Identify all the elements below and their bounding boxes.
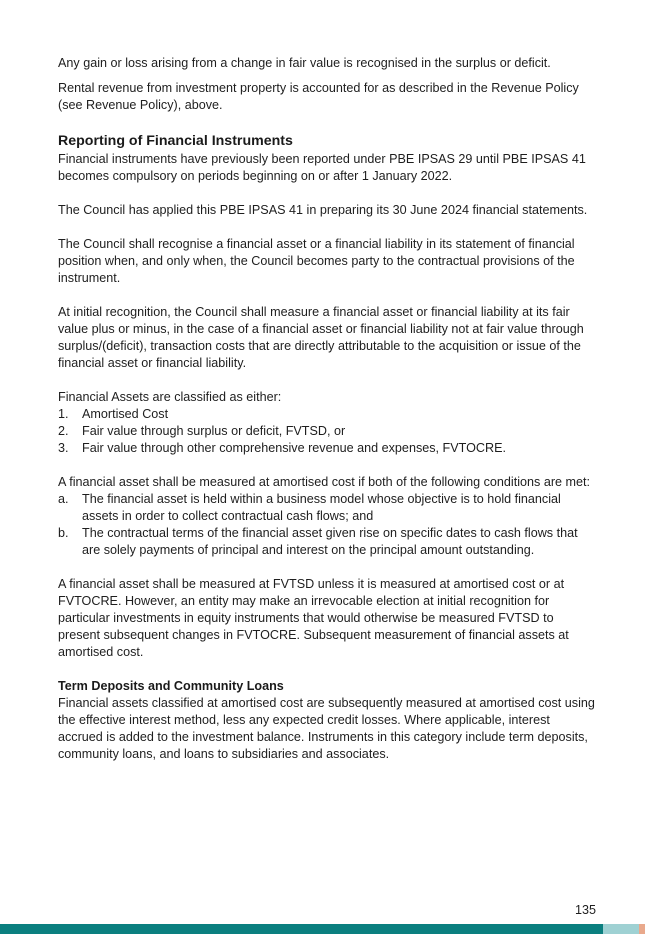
list-item-text: Fair value through surplus or deficit, FVTSD, or	[82, 424, 346, 438]
footer-bar-accent-segment	[639, 924, 645, 934]
list-item-text: Amortised Cost	[82, 407, 169, 421]
page-number: 135	[574, 903, 596, 917]
paragraph-amortised-cost-intro: A financial asset shall be measured at amortised cost if both of the following conditions are met:	[58, 475, 591, 489]
list-item-text: The financial asset is held within a business model whose objective is to hold financial assets in order to collect contractual cash flows; and	[82, 492, 561, 523]
list-item	[58, 440, 598, 457]
document-body	[58, 55, 598, 763]
section-heading-reporting-financial-instruments: Reporting of Financial Instruments	[58, 133, 293, 149]
list-marker: 2.	[58, 424, 69, 438]
section-heading-term-deposits: Term Deposits and Community Loans	[58, 679, 284, 693]
list-marker: a.	[58, 492, 69, 506]
list-item	[58, 406, 598, 423]
paragraph-council-applied: The Council has applied this PBE IPSAS 41 in preparing its 30 June 2024 financial statements.	[58, 203, 588, 217]
paragraph-rental-revenue: Rental revenue from investment property is accounted for as described in the Revenue Policy (see Revenue Policy), above.	[58, 81, 579, 112]
paragraph-classification-intro: Financial Assets are classified as either:	[58, 390, 282, 404]
list-item-text: Fair value through other comprehensive revenue and expenses, FVTOCRE.	[82, 441, 506, 455]
conditions-list	[58, 491, 598, 559]
list-item-text: The contractual terms of the financial asset given rise on specific dates to cash flows that are solely payments of principal and interest on the principal amount outstanding.	[82, 526, 578, 557]
list-item	[58, 491, 598, 525]
paragraph-recognition: The Council shall recognise a financial asset or a financial liability in its statement of financial position when, and only when, the Council becomes party to the contractual provisions of the instrument.	[58, 237, 575, 285]
footer-color-bar	[0, 924, 645, 934]
paragraph-initial-recognition: At initial recognition, the Council shall measure a financial asset or financial liability at its fair value plus or minus, in the case of a financial asset or financial liability not at fair value through surplus/(deficit), transaction costs that are directly attributable to the acquisition or issue of the financial asset or financial liability.	[58, 305, 584, 370]
list-item	[58, 525, 598, 559]
paragraph-previous-reporting: Financial instruments have previously been reported under PBE IPSAS 29 until PBE IPSAS 41 becomes compulsory on periods beginning on or after 1 January 2022.	[58, 152, 586, 183]
list-marker: 3.	[58, 441, 69, 455]
footer-bar-light-segment	[603, 924, 639, 934]
list-marker: b.	[58, 526, 69, 540]
list-item	[58, 423, 598, 440]
paragraph-term-deposits: Financial assets classified at amortised cost are subsequently measured at amortised cost using the effective interest method, less any expected credit losses. Where applicable, interest accrued is added to the investment balance. Instruments in this category include term deposits, community loans, and loans to subsidiaries and associates.	[58, 696, 595, 761]
list-marker: 1.	[58, 407, 69, 421]
classification-list	[58, 406, 598, 457]
footer-bar-main-segment	[0, 924, 603, 934]
paragraph-fair-value-gain-loss: Any gain or loss arising from a change in fair value is recognised in the surplus or deficit.	[58, 56, 551, 70]
paragraph-fvtsd-measurement: A financial asset shall be measured at FVTSD unless it is measured at amortised cost or at FVTOCRE. However, an entity may make an irrevocable election at initial recognition for particular investments in equity instruments that would otherwise be measured FVTSD to present subsequent changes in FVTOCRE. Subsequent measurement of financial assets at amortised cost.	[58, 577, 569, 659]
